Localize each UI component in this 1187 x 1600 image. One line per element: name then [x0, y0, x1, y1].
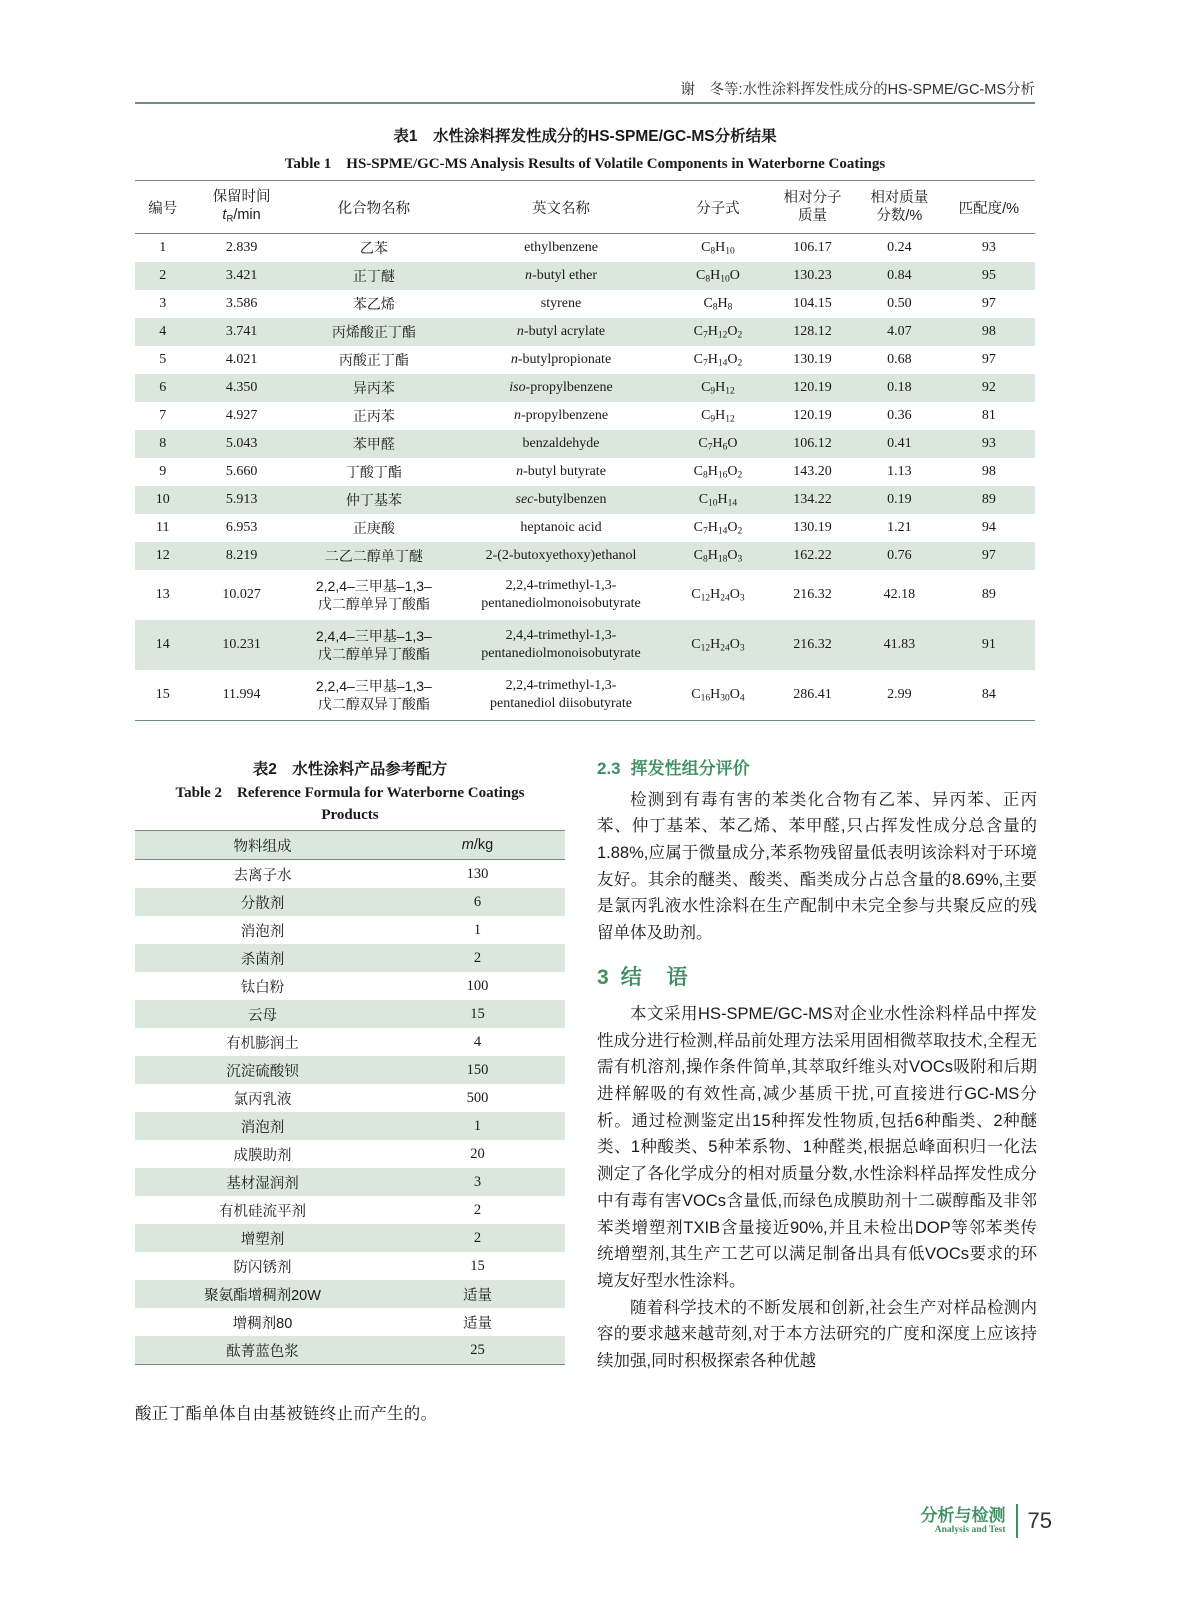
cell-mass-fraction: 2.99 [887, 686, 912, 702]
table-row [135, 1280, 565, 1308]
cell-molecular-weight: 286.41 [793, 686, 832, 702]
cell-match-degree: 97 [981, 548, 996, 563]
cell-material-name: 消泡剂 [240, 1119, 285, 1136]
cell-no: 12 [155, 548, 170, 563]
table-row [135, 1056, 565, 1084]
cell-retention-time: 5.913 [225, 492, 258, 507]
cell-english-name: n-butyl acrylate [516, 324, 606, 339]
cell-mass-fraction: 1.13 [887, 464, 912, 479]
section-3-title: 结 语 [620, 965, 690, 989]
footer-label-en: Analysis and Test [934, 1525, 1006, 1536]
cell-no: 11 [156, 520, 170, 535]
table1-col-mass-line1: 相对质量 [870, 189, 929, 206]
table1-col-enname: 英文名称 [455, 181, 667, 234]
cell-mass-fraction: 42.18 [883, 586, 916, 602]
cell-molecular-weight: 106.12 [793, 436, 832, 451]
running-head: 谢 冬等:水性涂料挥发性成分的HS-SPME/GC-MS分析 [680, 82, 1035, 98]
cell-match-degree: 94 [981, 520, 996, 535]
cell-mass-fraction: 0.41 [887, 436, 912, 451]
cell-english-name: sec-butylbenzen [515, 492, 607, 507]
cell-material-name: 消泡剂 [240, 923, 285, 940]
cell-molecular-weight: 120.19 [793, 408, 832, 423]
cell-formula: $C_9H_{12}$ [701, 407, 735, 425]
table1-col-rt-line1: 保留时间 [212, 189, 271, 206]
cell-formula: $C_8H_8$ [703, 295, 733, 313]
cell-match-degree: 91 [981, 636, 996, 652]
cell-mass-fraction: 0.19 [887, 492, 912, 507]
cell-no: 13 [155, 586, 170, 602]
table-row [135, 234, 1035, 263]
table2-head [135, 831, 565, 860]
cell-chinese-name: 正丁醚 [352, 268, 395, 284]
cell-material-amount: 20 [470, 1145, 485, 1162]
table-row [135, 1168, 565, 1196]
table1-col-rt-sub: R [226, 213, 234, 225]
table2-foot [135, 1365, 565, 1366]
cell-chinese-name: 苯乙烯 [352, 296, 395, 312]
table2-col-amount-unit: /kg [473, 837, 494, 853]
section-heading-2-3 [597, 755, 1037, 783]
cell-chinese-name: 二乙二醇单丁醚 [324, 548, 423, 564]
cell-english-name: 2,2,4-trimethyl-1,3- pentanediolmonoisobutyrate [481, 577, 641, 611]
cell-match-degree: 98 [981, 464, 996, 479]
cell-no: 7 [159, 408, 167, 423]
cell-material-amount: 1 [473, 921, 482, 938]
cell-material-name: 聚氨酯增稠剂20W [204, 1287, 321, 1304]
cell-material-name: 沉淀硫酸钡 [226, 1063, 299, 1080]
cell-retention-time: 3.741 [225, 324, 258, 339]
cell-retention-time: 3.421 [225, 268, 258, 283]
table2-bottom-rule [135, 1365, 565, 1366]
cell-match-degree: 81 [981, 408, 996, 423]
table-row [135, 972, 565, 1000]
cell-material-amount: 1 [473, 1117, 482, 1134]
cell-no: 8 [159, 436, 167, 451]
table2-header-row [135, 831, 565, 860]
cell-formula: $C_8H_{10}$ [701, 239, 735, 257]
cell-no: 15 [155, 686, 170, 702]
cell-english-name: 2,2,4-trimethyl-1,3- pentanediol diisobutyrate [490, 677, 632, 711]
table1-col-rt-unit: /min [233, 207, 261, 224]
cell-match-degree: 95 [981, 268, 996, 283]
table2 [135, 830, 565, 1365]
table-row [135, 1196, 565, 1224]
cell-english-name: n-butyl ether [525, 268, 597, 283]
table-row [135, 860, 565, 889]
cell-material-amount: 2 [473, 1201, 482, 1218]
paragraph-3-a: 本文采用HS-SPME/GC-MS对企业水性涂料样品中挥发性成分进行检测,样品前处理方法采用固相微萃取技术,全程无需有机溶剂,操作条件简单,其萃取纤维头对VOCs吸附和后期进样解吸的有效性高,减少基质干扰,可直接进行GC-MS分析。通过检测鉴定出15种挥发性物质,包括6种酯类、2种醚类、1种酸类、5种苯系物、1种醛类,根据总峰面积归一化法测定了各化学成分的相对质量分数,水性涂料样品挥发性成分中有毒有害VOCs含量低,而绿色成膜助剂十二碳醇酯及非邻苯类增塑剂TXIB含量接近90%,并且未检出DOP等邻苯类传统增塑剂,其生产工艺可以满足制备出具有低VOCs要求的环境友好型水性涂料。 [597, 1004, 1037, 1291]
cell-mass-fraction: 0.50 [887, 296, 912, 311]
cell-mass-fraction: 0.68 [887, 352, 912, 367]
cell-material-amount: 150 [466, 1061, 489, 1078]
table1-col-rt [191, 181, 293, 234]
cell-retention-time: 5.660 [225, 464, 258, 479]
cell-molecular-weight: 130.19 [793, 520, 832, 535]
cell-mass-fraction: 0.36 [887, 408, 912, 423]
table1 [135, 180, 1035, 721]
cell-material-name: 防闪锈剂 [233, 1259, 292, 1276]
table1-col-mw-line2: 质量 [797, 208, 827, 224]
cell-material-name: 云母 [248, 1007, 277, 1024]
cell-formula: $C_7H_{12}O_2$ [693, 323, 743, 341]
cell-mass-fraction: 41.83 [883, 636, 916, 652]
cell-match-degree: 84 [981, 686, 996, 702]
cell-chinese-name: 正庚酸 [352, 520, 395, 536]
cell-molecular-weight: 162.22 [793, 548, 832, 563]
cell-english-name: 2,4,4-trimethyl-1,3- pentanediolmonoisobutyrate [481, 627, 641, 661]
table1-col-formula: 分子式 [667, 181, 769, 234]
cell-english-name: ethylbenzene [524, 240, 598, 255]
cell-chinese-name: 2,2,4–三甲基–1,3– 戊二醇双异丁酸酯 [315, 677, 432, 712]
table-row [135, 1252, 565, 1280]
cell-english-name: heptanoic acid [520, 520, 602, 535]
cell-material-name: 酞菁蓝色浆 [226, 1343, 299, 1360]
cell-chinese-name: 2,4,4–三甲基–1,3– 戊二醇单异丁酸酯 [315, 627, 432, 662]
table1-header-row [135, 181, 1035, 234]
section-heading-3 [597, 961, 1037, 995]
cell-material-name: 杀菌剂 [240, 951, 285, 968]
cell-material-amount: 适量 [463, 1315, 492, 1332]
cell-retention-time: 4.350 [225, 380, 258, 395]
cell-no: 4 [159, 324, 167, 339]
cell-retention-time: 4.021 [225, 352, 258, 367]
cell-material-amount: 4 [473, 1033, 482, 1050]
cell-chinese-name: 异丙苯 [352, 380, 395, 396]
table-row [135, 1336, 565, 1365]
cell-material-name: 钛白粉 [240, 979, 285, 996]
table2-col-name: 物料组成 [135, 831, 390, 860]
section-2-3-number: 2.3 [597, 759, 621, 778]
cell-retention-time: 3.586 [225, 296, 258, 311]
cell-no: 3 [159, 296, 167, 311]
table-row [135, 402, 1035, 430]
cell-no: 5 [159, 352, 167, 367]
cell-material-name: 基材湿润剂 [226, 1175, 299, 1192]
table-row [135, 346, 1035, 374]
cell-formula: $C_7H_6O$ [698, 435, 738, 453]
footer-section-label [921, 1506, 1006, 1536]
cell-material-name: 分散剂 [240, 895, 285, 912]
cell-english-name: n-propylbenzene [513, 408, 609, 423]
cell-material-amount: 500 [466, 1089, 489, 1106]
footer-divider [1016, 1504, 1018, 1538]
cell-material-amount: 6 [473, 893, 482, 910]
cell-mass-fraction: 0.18 [887, 380, 912, 395]
cell-material-amount: 15 [470, 1257, 485, 1274]
cell-english-name: n-butyl butyrate [516, 464, 606, 479]
cell-material-amount: 100 [466, 977, 489, 994]
cell-chinese-name: 丙酸正丁酯 [338, 352, 409, 368]
cell-formula: $C_{12}H_{24}O_3$ [691, 586, 745, 603]
page-number: 75 [1027, 1508, 1052, 1533]
cell-molecular-weight: 134.22 [793, 492, 832, 507]
cell-material-name: 增稠剂80 [232, 1315, 293, 1332]
table-row [135, 1000, 565, 1028]
cell-material-amount: 25 [470, 1341, 485, 1358]
cell-english-name: benzaldehyde [522, 436, 600, 451]
table-row [135, 670, 1035, 721]
table2-col-amount [390, 831, 565, 860]
cell-material-amount: 130 [466, 865, 489, 882]
cell-retention-time: 10.027 [222, 586, 261, 602]
cell-material-name: 有机膨润土 [226, 1035, 299, 1052]
table1-col-mass-line2: 分数/% [876, 208, 923, 224]
cell-material-name: 氯丙乳液 [233, 1091, 292, 1108]
cell-chinese-name: 正丙苯 [352, 408, 395, 424]
cell-retention-time: 2.839 [225, 240, 258, 255]
cell-material-name: 成膜助剂 [233, 1147, 292, 1164]
cell-material-amount: 2 [473, 949, 482, 966]
cell-english-name: 2-(2-butoxyethoxy)ethanol [485, 548, 637, 563]
table-row [135, 1112, 565, 1140]
table-row [135, 542, 1035, 570]
cell-retention-time: 4.927 [225, 408, 258, 423]
table-row [135, 318, 1035, 346]
cell-material-name: 去离子水 [233, 867, 292, 884]
cell-formula: $C_8H_{16}O_2$ [693, 463, 743, 481]
footer-label-cn: 分析与检测 [920, 1505, 1006, 1525]
cell-english-name: n-butylpropionate [510, 352, 612, 367]
table1-bottom-rule [135, 721, 1035, 722]
cell-match-degree: 89 [981, 492, 996, 507]
table1-col-mass [856, 181, 943, 234]
cell-no: 6 [159, 380, 167, 395]
cell-mass-fraction: 4.07 [887, 324, 912, 339]
table-row [135, 570, 1035, 620]
table2-caption-cn: 表2 水性涂料产品参考配方 [252, 761, 448, 778]
cell-retention-time: 10.231 [222, 636, 261, 652]
cell-english-name: iso-propylbenzene [509, 380, 613, 395]
table2-body [135, 860, 565, 1365]
cell-material-name: 增塑剂 [240, 1231, 285, 1248]
cell-mass-fraction: 0.24 [887, 240, 912, 255]
table-row [135, 290, 1035, 318]
table1-col-no: 编号 [135, 181, 191, 234]
cell-mass-fraction: 1.21 [887, 520, 912, 535]
cell-retention-time: 6.953 [225, 520, 258, 535]
cell-retention-time: 8.219 [225, 548, 258, 563]
cell-formula: $C_{10}H_{14}$ [698, 491, 738, 509]
cell-match-degree: 97 [981, 296, 996, 311]
cell-molecular-weight: 130.19 [793, 352, 832, 367]
table-row [135, 1028, 565, 1056]
cell-match-degree: 93 [981, 240, 996, 255]
left-column-trailing-text: 酸正丁酯单体自由基被链终止而产生的。 [135, 1405, 438, 1423]
table1-col-mw [769, 181, 856, 234]
table2-col-amount-symbol: m [461, 837, 474, 853]
cell-mass-fraction: 0.84 [887, 268, 912, 283]
cell-material-amount: 3 [473, 1173, 482, 1190]
cell-formula: $C_{12}H_{24}O_3$ [691, 636, 745, 653]
right-column [597, 755, 1037, 1375]
table-row [135, 430, 1035, 458]
cell-match-degree: 89 [981, 586, 996, 602]
cell-molecular-weight: 106.17 [793, 240, 832, 255]
cell-chinese-name: 苯甲醛 [352, 436, 395, 452]
cell-formula: $C_7H_{14}O_2$ [693, 519, 743, 537]
table1-caption-en: Table 1 HS-SPME/GC-MS Analysis Results of Volatile Components in Waterborne Coatings [284, 156, 886, 172]
table-row [135, 1224, 565, 1252]
table-row [135, 374, 1035, 402]
cell-match-degree: 97 [981, 352, 996, 367]
cell-chinese-name: 丙烯酸正丁酯 [331, 324, 416, 340]
cell-chinese-name: 仲丁基苯 [345, 492, 402, 508]
cell-match-degree: 98 [981, 324, 996, 339]
table1-col-rt-symbol: t [222, 207, 227, 224]
paragraph-3-b: 随着科学技术的不断发展和创新,社会生产对样品检测内容的要求越来越苛刻,对于本方法研究的广度和深度上应该持续加强,同时积极探索各种优越 [597, 1298, 1037, 1371]
cell-chinese-name: 2,2,4–三甲基–1,3– 戊二醇单异丁酸酯 [315, 577, 432, 612]
table1-body [135, 234, 1035, 721]
cell-mass-fraction: 0.76 [887, 548, 912, 563]
section-3-number: 3 [597, 965, 609, 989]
cell-retention-time: 11.994 [222, 686, 261, 702]
cell-molecular-weight: 216.32 [793, 586, 832, 602]
cell-molecular-weight: 128.12 [793, 324, 832, 339]
cell-molecular-weight: 130.23 [793, 268, 832, 283]
cell-molecular-weight: 120.19 [793, 380, 832, 395]
cell-retention-time: 5.043 [225, 436, 258, 451]
table-row [135, 486, 1035, 514]
table-row [135, 888, 565, 916]
paragraph-2-3: 检测到有毒有害的苯类化合物有乙苯、异丙苯、正丙苯、仲丁基苯、苯乙烯、苯甲醛,只占挥发性成分总含量的1.88%,应属于微量成分,苯系物残留量低表明该涂料对于环境友好。其余的醚类、酸类、酯类成分占总含量的8.69%,主要是氯丙乳液水性涂料在生产配制中未完全参与共聚反应的残留单体及助剂。 [597, 790, 1037, 943]
table-row [135, 916, 565, 944]
cell-material-amount: 2 [473, 1229, 482, 1246]
cell-material-name: 有机硅流平剂 [219, 1203, 306, 1220]
table1-caption-cn: 表1 水性涂料挥发性成分的HS-SPME/GC-MS分析结果 [393, 128, 777, 145]
table2-caption-en: Table 2 Reference Formula for Waterborne Coatings Products [175, 785, 525, 823]
cell-chinese-name: 乙苯 [359, 240, 388, 256]
cell-no: 14 [155, 636, 170, 652]
table-row [135, 262, 1035, 290]
page-footer [921, 1504, 1052, 1538]
cell-no: 10 [155, 492, 170, 507]
table1-col-match: 匹配度/% [943, 181, 1035, 234]
cell-no: 9 [159, 464, 167, 479]
cell-material-amount: 适量 [463, 1287, 492, 1304]
cell-formula: $C_7H_{14}O_2$ [693, 351, 743, 369]
table1-col-cnname: 化合物名称 [293, 181, 455, 234]
table1-foot [135, 721, 1035, 722]
cell-formula: $C_9H_{12}$ [701, 379, 735, 397]
cell-chinese-name: 丁酸丁酯 [345, 464, 402, 480]
cell-formula: $C_{16}H_{30}O_4$ [691, 686, 745, 703]
cell-match-degree: 93 [981, 436, 996, 451]
table-row [135, 1140, 565, 1168]
cell-no: 1 [159, 240, 167, 255]
cell-molecular-weight: 216.32 [793, 636, 832, 652]
table-row [135, 944, 565, 972]
cell-formula: $C_8H_{18}O_3$ [693, 547, 743, 565]
running-head-rule [135, 102, 1035, 104]
cell-match-degree: 92 [981, 380, 996, 395]
table1-col-mw-line1: 相对分子 [783, 189, 842, 206]
section-2-3-title: 挥发性组分评价 [630, 759, 750, 778]
table-row [135, 1084, 565, 1112]
cell-material-amount: 15 [470, 1005, 485, 1022]
cell-molecular-weight: 143.20 [793, 464, 832, 479]
table-row [135, 514, 1035, 542]
table-row [135, 458, 1035, 486]
cell-no: 2 [159, 268, 167, 283]
table-row [135, 620, 1035, 670]
table1-head [135, 181, 1035, 234]
table-row [135, 1308, 565, 1336]
cell-formula: $C_8H_{10}O$ [696, 267, 740, 285]
cell-english-name: styrene [540, 296, 582, 311]
cell-molecular-weight: 104.15 [793, 296, 832, 311]
